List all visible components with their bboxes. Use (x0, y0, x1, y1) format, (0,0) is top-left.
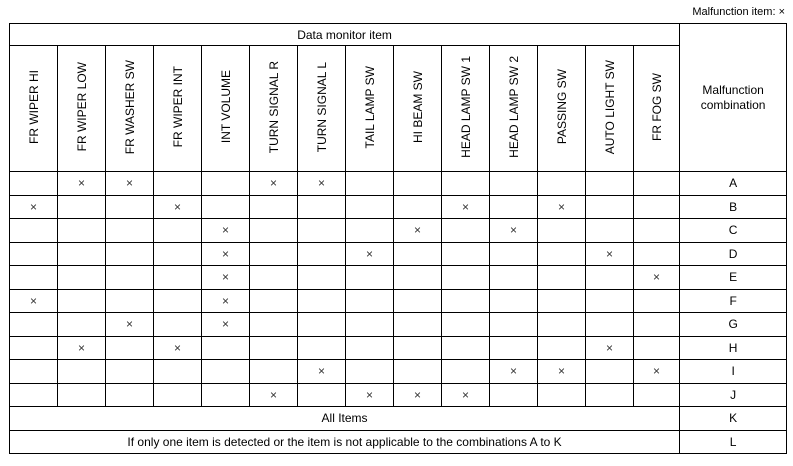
empty-cell (250, 266, 298, 290)
column-header-label: INT VOLUME (218, 70, 233, 144)
column-header (394, 46, 442, 172)
span-row-text: All Items (10, 407, 680, 431)
column-header (58, 46, 106, 172)
empty-cell (538, 266, 586, 290)
empty-cell (538, 289, 586, 313)
empty-cell (442, 313, 490, 337)
empty-cell (490, 313, 538, 337)
malfunction-mark: × (538, 360, 586, 384)
combination-label: H (680, 336, 787, 360)
empty-cell (586, 289, 634, 313)
malfunction-mark: × (202, 266, 250, 290)
empty-cell (634, 336, 680, 360)
empty-cell (154, 289, 202, 313)
empty-cell (538, 242, 586, 266)
malfunction-mark: × (586, 242, 634, 266)
column-header-label: PASSING SW (554, 69, 569, 145)
malfunction-mark: × (490, 219, 538, 243)
empty-cell (634, 242, 680, 266)
column-header-label: FR WIPER LOW (74, 62, 89, 152)
empty-cell (490, 195, 538, 219)
combination-label: E (680, 266, 787, 290)
malfunction-mark: × (202, 219, 250, 243)
empty-cell (586, 195, 634, 219)
empty-cell (202, 383, 250, 407)
empty-cell (106, 266, 154, 290)
empty-cell (202, 360, 250, 384)
empty-cell (586, 383, 634, 407)
combination-label: A (680, 172, 787, 196)
empty-cell (298, 266, 346, 290)
empty-cell (298, 313, 346, 337)
malfunction-mark: × (154, 336, 202, 360)
table-row (10, 360, 787, 384)
column-header (106, 46, 154, 172)
column-header-label: FR WASHER SW (122, 59, 137, 155)
empty-cell (394, 289, 442, 313)
malfunction-mark: × (106, 313, 154, 337)
malfunction-mark: × (346, 383, 394, 407)
column-header-label: FR WIPER INT (170, 66, 185, 148)
malfunction-combination-table (9, 23, 787, 454)
empty-cell (106, 289, 154, 313)
empty-cell (154, 313, 202, 337)
empty-cell (442, 172, 490, 196)
column-header-label: TURN SIGNAL L (314, 61, 329, 153)
column-header-label: TAIL LAMP SW (362, 65, 377, 149)
empty-cell (58, 360, 106, 384)
empty-cell (634, 172, 680, 196)
malfunction-combination-header: Malfunction combination (680, 24, 787, 172)
empty-cell (586, 172, 634, 196)
malfunction-legend: Malfunction item: × (692, 6, 785, 18)
empty-cell (58, 266, 106, 290)
table-row (10, 336, 787, 360)
empty-cell (394, 172, 442, 196)
empty-cell (250, 313, 298, 337)
empty-cell (202, 336, 250, 360)
empty-cell (298, 336, 346, 360)
malfunction-mark: × (394, 383, 442, 407)
empty-cell (346, 266, 394, 290)
empty-cell (538, 336, 586, 360)
malfunction-mark: × (58, 172, 106, 196)
table-row (10, 289, 787, 313)
empty-cell (10, 383, 58, 407)
empty-cell (346, 336, 394, 360)
empty-cell (442, 336, 490, 360)
empty-cell (154, 219, 202, 243)
empty-cell (490, 242, 538, 266)
combination-label: D (680, 242, 787, 266)
empty-cell (298, 289, 346, 313)
empty-cell (58, 219, 106, 243)
empty-cell (298, 242, 346, 266)
malfunction-mark: × (154, 195, 202, 219)
table-row (10, 430, 787, 454)
malfunction-mark: × (394, 219, 442, 243)
combination-label: B (680, 195, 787, 219)
empty-cell (10, 360, 58, 384)
malfunction-mark: × (442, 383, 490, 407)
combination-label: G (680, 313, 787, 337)
empty-cell (442, 289, 490, 313)
empty-cell (538, 313, 586, 337)
empty-cell (58, 195, 106, 219)
malfunction-mark: × (298, 360, 346, 384)
column-header (538, 46, 586, 172)
empty-cell (250, 195, 298, 219)
combination-label: C (680, 219, 787, 243)
empty-cell (10, 336, 58, 360)
malfunction-mark: × (538, 195, 586, 219)
column-header (154, 46, 202, 172)
empty-cell (346, 289, 394, 313)
empty-cell (538, 383, 586, 407)
empty-cell (394, 242, 442, 266)
empty-cell (154, 172, 202, 196)
empty-cell (106, 219, 154, 243)
empty-cell (634, 383, 680, 407)
column-header-label: HI BEAM SW (410, 70, 425, 143)
empty-cell (250, 289, 298, 313)
column-header (250, 46, 298, 172)
column-header (586, 46, 634, 172)
empty-cell (250, 242, 298, 266)
empty-cell (394, 195, 442, 219)
empty-cell (250, 219, 298, 243)
table-row (10, 266, 787, 290)
empty-cell (58, 383, 106, 407)
column-header (490, 46, 538, 172)
empty-cell (250, 360, 298, 384)
empty-cell (442, 242, 490, 266)
empty-cell (346, 219, 394, 243)
empty-cell (106, 360, 154, 384)
column-header (298, 46, 346, 172)
empty-cell (154, 266, 202, 290)
column-header (634, 46, 680, 172)
combination-label: L (680, 430, 787, 454)
malfunction-mark: × (58, 336, 106, 360)
empty-cell (442, 219, 490, 243)
data-monitor-item-header: Data monitor item (10, 24, 680, 46)
malfunction-mark: × (250, 383, 298, 407)
malfunction-mark: × (10, 195, 58, 219)
column-header-label: HEAD LAMP SW 1 (458, 56, 473, 158)
empty-cell (538, 219, 586, 243)
malfunction-mark: × (442, 195, 490, 219)
table-row (10, 242, 787, 266)
empty-cell (10, 219, 58, 243)
empty-cell (586, 360, 634, 384)
empty-cell (442, 360, 490, 384)
empty-cell (58, 289, 106, 313)
empty-cell (154, 360, 202, 384)
column-header (202, 46, 250, 172)
empty-cell (106, 383, 154, 407)
empty-cell (538, 172, 586, 196)
empty-cell (586, 266, 634, 290)
empty-cell (634, 219, 680, 243)
empty-cell (10, 242, 58, 266)
combination-label: K (680, 407, 787, 431)
table-row (10, 172, 787, 196)
empty-cell (490, 172, 538, 196)
empty-cell (58, 313, 106, 337)
empty-cell (490, 289, 538, 313)
malfunction-mark: × (586, 336, 634, 360)
combination-label: F (680, 289, 787, 313)
empty-cell (394, 360, 442, 384)
empty-cell (394, 266, 442, 290)
empty-cell (10, 172, 58, 196)
malfunction-mark: × (202, 289, 250, 313)
empty-cell (394, 336, 442, 360)
combination-label: J (680, 383, 787, 407)
empty-cell (298, 383, 346, 407)
column-header (442, 46, 490, 172)
malfunction-mark: × (202, 242, 250, 266)
empty-cell (346, 360, 394, 384)
malfunction-mark: × (298, 172, 346, 196)
table-row (10, 313, 787, 337)
column-header-row (10, 46, 787, 172)
malfunction-mark: × (202, 313, 250, 337)
empty-cell (58, 242, 106, 266)
empty-cell (298, 219, 346, 243)
empty-cell (586, 313, 634, 337)
empty-cell (250, 336, 298, 360)
malfunction-mark: × (346, 242, 394, 266)
combination-label: I (680, 360, 787, 384)
empty-cell (346, 195, 394, 219)
table-row (10, 407, 787, 431)
empty-cell (154, 242, 202, 266)
malfunction-mark: × (250, 172, 298, 196)
span-row-text: If only one item is detected or the item is not applicable to the combinations A to K (10, 430, 680, 454)
malfunction-mark: × (634, 266, 680, 290)
empty-cell (490, 266, 538, 290)
empty-cell (106, 336, 154, 360)
malfunction-mark: × (10, 289, 58, 313)
malfunction-mark: × (634, 360, 680, 384)
empty-cell (346, 313, 394, 337)
empty-cell (634, 313, 680, 337)
table-row (10, 219, 787, 243)
empty-cell (10, 266, 58, 290)
empty-cell (106, 242, 154, 266)
malfunction-mark: × (490, 360, 538, 384)
column-header (346, 46, 394, 172)
empty-cell (202, 195, 250, 219)
column-header (10, 46, 58, 172)
empty-cell (154, 383, 202, 407)
column-header-label: AUTO LIGHT SW (602, 59, 617, 155)
empty-cell (298, 195, 346, 219)
column-header-label: FR WIPER HI (26, 70, 41, 144)
empty-cell (346, 172, 394, 196)
empty-cell (586, 219, 634, 243)
empty-cell (490, 383, 538, 407)
column-header-label: TURN SIGNAL R (266, 60, 281, 154)
empty-cell (634, 289, 680, 313)
column-header-label: HEAD LAMP SW 2 (506, 56, 521, 158)
empty-cell (106, 195, 154, 219)
empty-cell (202, 172, 250, 196)
empty-cell (394, 313, 442, 337)
empty-cell (442, 266, 490, 290)
table-row (10, 195, 787, 219)
empty-cell (490, 336, 538, 360)
empty-cell (634, 195, 680, 219)
table-row (10, 383, 787, 407)
malfunction-mark: × (106, 172, 154, 196)
column-header-label: FR FOG SW (649, 73, 664, 141)
empty-cell (10, 313, 58, 337)
